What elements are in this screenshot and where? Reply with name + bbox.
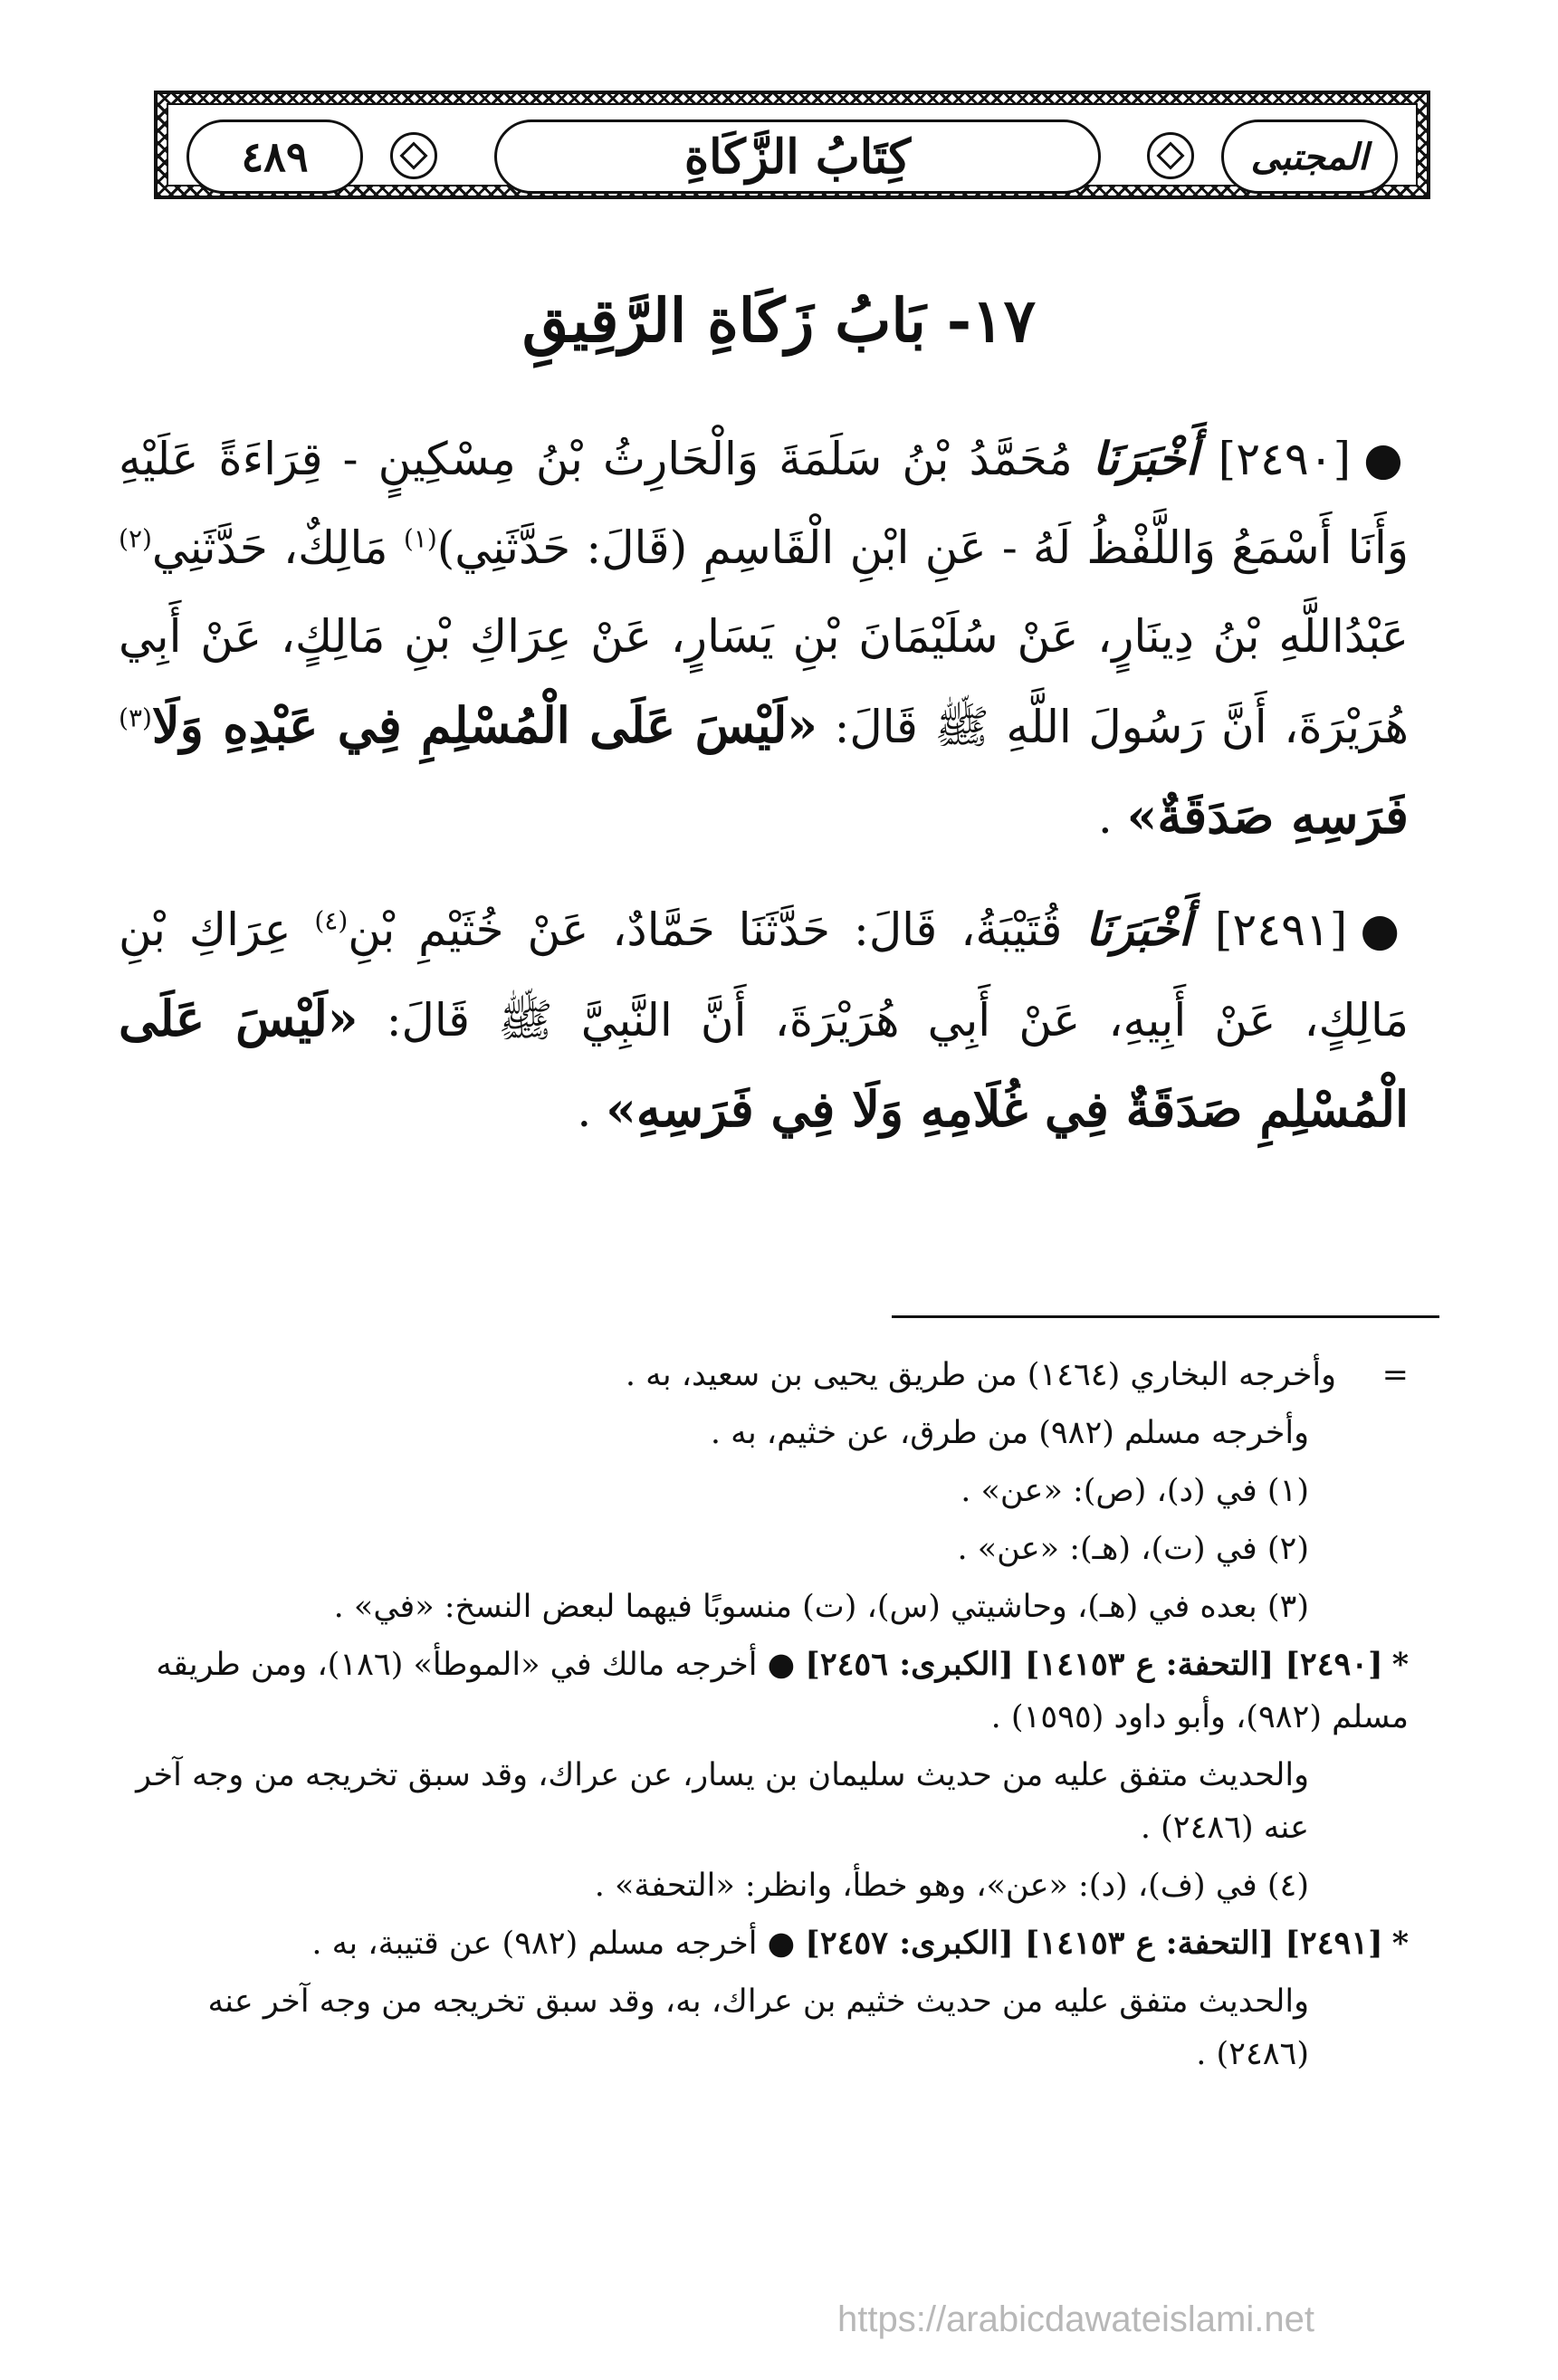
narration-verb: أَخْبَرَنَا [1085, 903, 1191, 956]
footnote-ref-4: (٤) [314, 905, 349, 936]
footnote-ref-3: (٣) [119, 703, 152, 733]
ornament-knot-icon [1147, 132, 1194, 179]
isnad-text: عَبْدُاللَّهِ بْنُ دِينَارٍ، عَنْ سُلَيْمَانَ بْنِ يَسَارٍ، عَنْ عِرَاكِ بْنِ مَالِكٍ، عَنْ أَبِي هُرَيْرَةَ، أَنَّ رَسُولَ اللَّهِ ﷺ قَالَ: [119, 610, 1409, 753]
matn-text: «لَيْسَ عَلَى الْمُسْلِمِ فِي عَبْدِهِ وَلَا [151, 696, 818, 754]
takhrij-reference: [٢٤٩٠] [التحفة: ع ١٤١٥٣] [الكبرى: ٢٤٥٦] [805, 1646, 1383, 1683]
ornament-knot-icon [390, 132, 437, 179]
asterisk-icon: * [1391, 1646, 1409, 1683]
end-mark: . [1097, 791, 1127, 844]
footnote-separator [892, 1315, 1439, 1318]
asterisk-icon: * [1391, 1925, 1409, 1962]
matn-text: «لَيْسَ عَلَى الْمُسْلِمِ صَدَقَةٌ فِي غُلَامِهِ وَلَا فِي فَرَسِهِ» [119, 989, 1409, 1138]
chapter-heading: ١٧- بَابُ زَكَاةِ الرَّقِيقِ [521, 285, 1037, 356]
footnote-carryover [114, 1349, 1409, 1401]
book-title-cartouche [494, 119, 1101, 194]
carry-mark: = [1381, 1357, 1409, 1393]
page-header [154, 91, 1430, 199]
bullet-icon: ● [1360, 903, 1409, 956]
hadith-2491 [119, 885, 1409, 1155]
header-frame [167, 103, 1418, 186]
end-mark: . [577, 1085, 607, 1137]
hadith-number: [٢٤٩١] [1214, 903, 1348, 956]
page-number: ٤٨٩ [241, 132, 309, 181]
footnote-carryover: وأخرجه مسلم (٩٨٢) من طرق، عن خثيم، به . [710, 1415, 1309, 1451]
takhrij-2491-note: والحديث متفق عليه من حديث خثيم بن عراك، به، وقد سبق تخريجه من وجه آخر عنه (٢٤٨٦) . [207, 1983, 1309, 2072]
takhrij-text: ● أخرجه مسلم (٩٨٢) عن قتيبة، به . [311, 1926, 796, 1962]
takhrij-2490 [114, 1639, 1409, 1744]
footnote-ref-1: (١) [403, 523, 437, 554]
bullet-icon: ● [1363, 432, 1409, 485]
series-logo-cartouche [1221, 119, 1398, 194]
series-logo: المجتبى [1250, 135, 1369, 178]
isnad-text: قُتَيْبَةُ، قَالَ: حَدَّثَنَا حَمَّادٌ، عَنْ خُثَيْمِ بْنِ [348, 903, 1063, 956]
takhrij-2490-note: والحديث متفق عليه من حديث سليمان بن يسار، عن عراك، وقد سبق تخريجه من وجه آخر عنه (٢٤٨٦) . [136, 1757, 1309, 1846]
page-number-cartouche [186, 119, 363, 194]
book-title: كِتَابُ الزَّكَاةِ [683, 129, 912, 185]
footnote-text: وأخرجه البخاري (١٤٦٤) من طريق يحيى بن سعيد، به . [625, 1357, 1336, 1393]
hadith-number: [٢٤٩٠] [1218, 433, 1352, 485]
takhrij-reference: [٢٤٩١] [التحفة: ع ١٤١٥٣] [الكبرى: ٢٤٥٧] [805, 1925, 1383, 1962]
isnad-text: مَالِكٌ، حَدَّثَنِي [151, 521, 404, 574]
hadith-2490 [119, 415, 1409, 862]
footnote-ref-2: (٢) [119, 523, 152, 554]
takhrij-text: ● أخرجه مالك في «الموطأ» (١٨٦)، ومن طريقه مسلم (٩٨٢)، وأبو داود (١٥٩٥) . [156, 1647, 1409, 1735]
footnote-4: (٤) في (ف)، (د): «عن»، وهو خطأ، وانظر: «التحفة» . [594, 1868, 1309, 1904]
takhrij-2491 [114, 1917, 1409, 1970]
footnote-2: (٢) في (ت)، (هـ): «عن» . [957, 1531, 1309, 1567]
matn-text: فَرَسِهِ صَدَقَةٌ» [1126, 787, 1409, 845]
isnad-text: عِرَاكِ بْنِ مَالِكٍ، عَنْ أَبِيهِ، عَنْ أَبِي هُرَيْرَةَ، أَنَّ النَّبِيَّ ﷺ قَالَ: [119, 903, 1409, 1047]
footnotes [114, 1349, 1409, 2086]
narration-verb: أَخْبَرَنَا [1092, 432, 1199, 485]
footnote-3: (٣) بعده في (هـ)، وحاشيتي (س)، (ت) منسوبًا فيهما لبعض النسخ: «في» . [333, 1589, 1309, 1625]
watermark: https://arabicdawateislami.net [837, 2299, 1314, 2339]
isnad-text: مُحَمَّدُ بْنُ سَلَمَةَ وَالْحَارِثُ بْنُ مِسْكِينٍ - قِرَاءَةً عَلَيْهِ وَأَنَا أَسْمَعُ وَاللَّفْظُ لَهُ - عَنِ ابْنِ الْقَاسِمِ (قَالَ: حَدَّثَنِي) [119, 433, 1409, 574]
footnote-1: (١) في (د)، (ص): «عن» . [961, 1473, 1309, 1509]
